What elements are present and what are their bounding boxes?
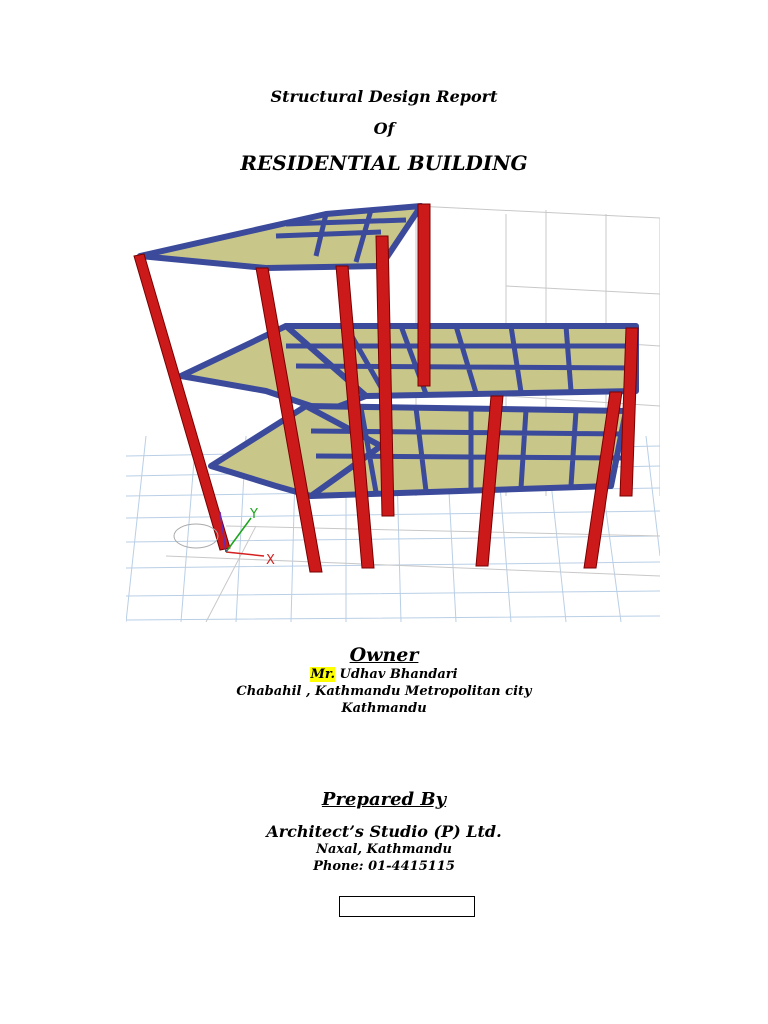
firm-address: Naxal, Kathmandu xyxy=(316,842,452,857)
report-title-of: Of xyxy=(373,119,395,138)
firm-phone: Phone: 01-4415115 xyxy=(313,859,455,874)
column xyxy=(134,254,230,550)
axis-x-label: X xyxy=(266,553,275,568)
building-3d-model xyxy=(126,196,660,622)
prepared-by-heading: Prepared By xyxy=(321,789,447,810)
owner-title-highlight: Mr. xyxy=(310,667,336,682)
column xyxy=(418,204,430,386)
report-title: Structural Design Report xyxy=(270,87,498,106)
firm-name: Architect’s Studio (P) Ltd. xyxy=(266,822,502,841)
owner-name: Udhav Bhandari xyxy=(335,667,458,682)
report-subject: RESIDENTIAL BUILDING xyxy=(240,151,528,175)
owner-address: Chabahil , Kathmandu Metropolitan city xyxy=(236,684,532,699)
owner-city: Kathmandu xyxy=(341,701,427,716)
empty-box xyxy=(339,896,475,917)
axis-y-label: Y xyxy=(250,507,258,522)
owner-name-line xyxy=(0,667,768,682)
owner-heading: Owner xyxy=(349,644,419,666)
